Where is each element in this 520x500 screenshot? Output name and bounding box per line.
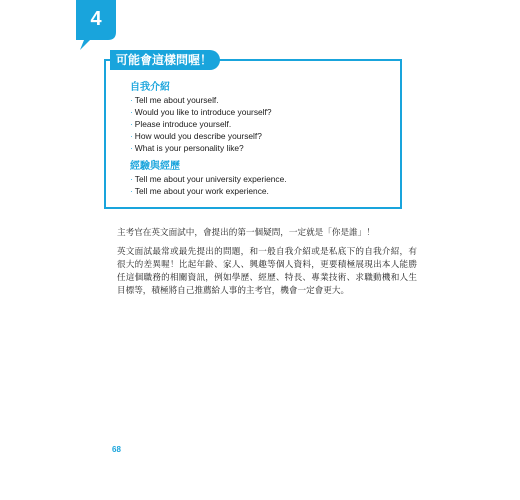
section-self-intro	[130, 81, 272, 154]
question-item: · Please introduce yourself.	[130, 119, 232, 129]
chapter-number: 4	[90, 8, 102, 30]
section-heading: 經驗與經歷	[130, 161, 180, 172]
body-paragraph-1: 主考官在英文面試中，會提出的第一個疑問，一定就是「你是誰」！	[117, 228, 375, 238]
question-item: · Would you like to introduce yourself?	[130, 107, 272, 117]
bullet-icon: ·	[130, 107, 133, 117]
page-number: 68	[112, 445, 121, 454]
bullet-icon: ·	[130, 186, 133, 196]
question-item: · What is your personality like?	[130, 143, 244, 153]
question-item: · Tell me about your work experience.	[130, 186, 269, 196]
bullet-icon: ·	[130, 95, 133, 105]
bullet-icon: ·	[130, 143, 133, 153]
question-item: · How would you describe yourself?	[130, 131, 262, 141]
section-heading: 自我介紹	[130, 82, 170, 93]
question-item: · Tell me about yourself.	[130, 95, 219, 105]
bullet-icon: ·	[130, 174, 133, 184]
bullet-icon: ·	[130, 119, 133, 129]
chapter-badge	[76, 0, 124, 52]
section-experience	[130, 160, 287, 197]
question-item: · Tell me about your university experience.	[130, 174, 287, 184]
question-box-title: 可能會這樣問喔！	[110, 50, 220, 70]
body-paragraph-2: 英文面試最常或最先提出的問題，和一般自我介紹或是私底下的自我介紹，有很大的差異喔！比起年齡、家人、興趣等個人資料，更要積極展現出本人能勝任這個職務的相關資訊，例如學歷、經歷、特長、專業技術、求職動機和人生目標等，積極將自己推薦給人事的主考官，機會一定會更大。	[117, 247, 417, 296]
bullet-icon: ·	[130, 131, 133, 141]
